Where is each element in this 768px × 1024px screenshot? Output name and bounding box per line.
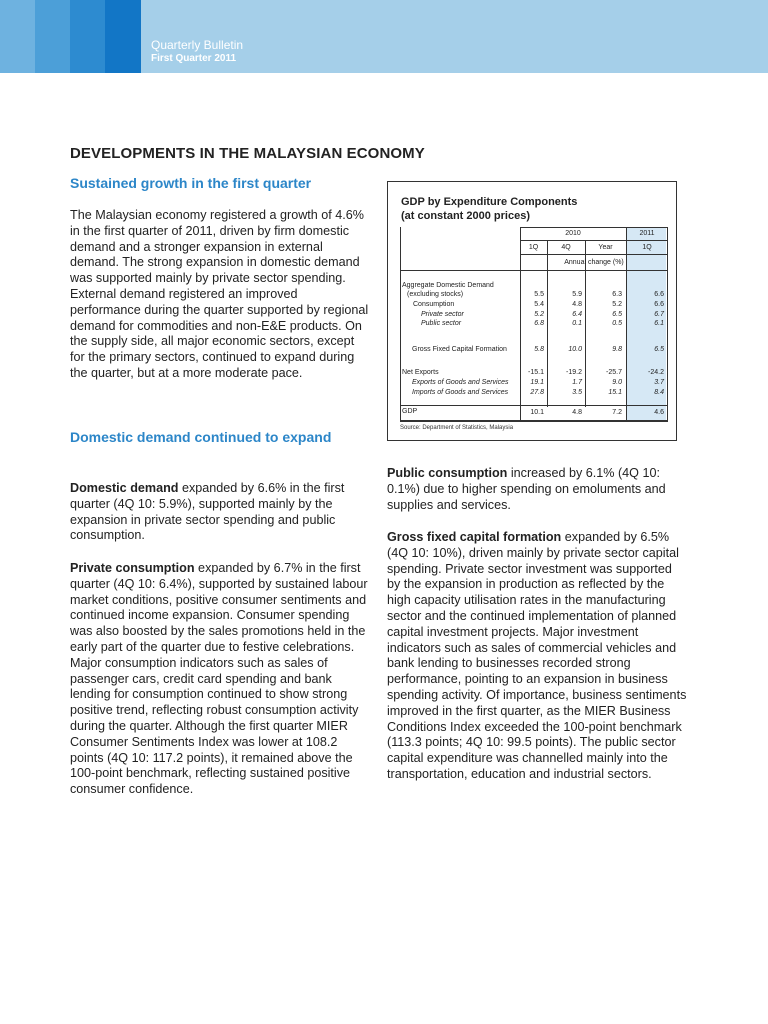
row-label: Imports of Goods and Services — [412, 389, 509, 396]
row-label: Consumption — [413, 301, 455, 308]
value-cell: 6.1 — [654, 320, 664, 327]
table-rule — [400, 420, 668, 422]
value-cell: -15.1 — [528, 369, 544, 376]
row-label: (excluding stocks) — [407, 291, 464, 298]
row-label: Gross Fixed Capital Formation — [412, 346, 507, 353]
value-cell: 6.6 — [654, 291, 664, 298]
value-cell: 3.5 — [572, 389, 582, 396]
value-cell: 4.8 — [572, 409, 582, 416]
section-heading-domestic-demand: Domestic demand continued to expand — [70, 429, 332, 445]
value-cell: 6.8 — [534, 320, 544, 327]
table-source: Source: Department of Statistics, Malaysia — [400, 425, 514, 431]
value-cell: 0.1 — [572, 320, 582, 327]
table-title-line1: GDP by Expenditure Components — [401, 196, 578, 208]
value-cell: 1.7 — [572, 379, 582, 386]
table-rule — [400, 270, 668, 271]
value-cell: 5.2 — [612, 301, 622, 308]
col-header: 1Q — [642, 244, 652, 251]
private-consumption-paragraph — [70, 561, 370, 798]
value-cell: 8.4 — [654, 389, 664, 396]
paragraph-text: expanded by 6.5% (4Q 10: 10%), driven mainly by private sector capital spending. Private sector investment was supported by the expansion in production as reflected by the high capacity utilisation rates in the manufacturing sector and the continued implementation of planned capital investment projects. Major investment indicators such as sales of commercial vehicles and bank lending to businesses recorded strong performance, pointing to an expansion in business spending activity. Of importance, business sentiments improved in the first quarter, as the MIER Business Conditions Index exceeded the 100-point benchmark (113.3 points; 4Q 10: 99.5 points). The public sector capital expenditure was channelled mainly into the transportation, education and industrial sectors. — [387, 530, 687, 781]
value-cell: -19.2 — [566, 369, 582, 376]
section-heading-growth: Sustained growth in the first quarter — [70, 175, 312, 191]
unit-label: Annual change (%) — [564, 259, 624, 266]
gdp-table-box — [387, 181, 677, 441]
value-cell: 6.6 — [654, 301, 664, 308]
table-rule — [400, 405, 668, 406]
bulletin-period: First Quarter 2011 — [151, 53, 237, 64]
value-cell: -25.7 — [606, 369, 622, 376]
value-cell: 4.6 — [654, 409, 664, 416]
term-domestic-demand: Domestic demand — [70, 481, 179, 495]
term-private-consumption: Private consumption — [70, 561, 195, 575]
page-title: DEVELOPMENTS IN THE MALAYSIAN ECONOMY — [70, 145, 425, 162]
gfcf-paragraph — [387, 530, 687, 783]
table-rule — [520, 254, 668, 255]
value-cell: 19.1 — [530, 379, 544, 386]
table-border — [667, 227, 668, 422]
value-cell: 4.8 — [572, 301, 582, 308]
row-label: Exports of Goods and Services — [412, 379, 509, 386]
table-border — [400, 227, 401, 422]
paragraph-text: increased by 6.1% (4Q 10: 0.1%) due to higher spending on emoluments and supplies and services. — [387, 466, 666, 512]
col-header: 4Q — [561, 244, 571, 251]
value-cell: 10.1 — [530, 409, 544, 416]
row-label: Aggregate Domestic Demand — [402, 282, 494, 289]
value-cell: 6.4 — [572, 311, 582, 318]
row-label: Private sector — [421, 311, 464, 318]
header-stripe — [105, 0, 141, 73]
term-public-consumption: Public consumption — [387, 466, 508, 480]
value-cell: 6.5 — [612, 311, 622, 318]
bulletin-title: Quarterly Bulletin — [151, 38, 244, 52]
row-label: GDP — [402, 408, 418, 415]
paragraph-text: expanded by 6.7% in the first quarter (4Q 10: 6.4%), supported by sustained labour market conditions, positive consumer sentiments and continued income expansion. Consumer spending was also boosted by the sales promotions held in the early part of the quarter due to festive celebrations. Major consumption indicators such as sales of passenger cars, credit card spending and bank lending for consumption continued to show strong positive trend, reflecting robust consumption activity during the quarter. Although the first quarter MIER Consumer Sentiments Index was lower at 108.2 points (4Q 10: 117.2 points), it remained above the 100-point benchmark, reflecting sustained positive consumer confidence. — [70, 561, 368, 797]
domestic-demand-paragraph — [70, 481, 370, 544]
value-cell: 6.5 — [654, 346, 664, 353]
value-cell: 9.0 — [612, 379, 622, 386]
header-band — [0, 0, 768, 73]
term-gfcf: Gross fixed capital formation — [387, 530, 562, 544]
value-cell: 6.3 — [612, 291, 622, 298]
value-cell: 10.0 — [568, 346, 582, 353]
value-cell: -24.2 — [648, 369, 664, 376]
header-stripe — [0, 0, 35, 73]
header-stripe — [70, 0, 105, 73]
value-cell: 15.1 — [608, 389, 622, 396]
year-header-2010: 2010 — [565, 230, 581, 237]
public-consumption-paragraph — [387, 466, 687, 513]
intro-paragraph — [70, 208, 370, 382]
table-rule — [626, 227, 627, 422]
row-label: Public sector — [421, 320, 462, 327]
value-cell: 5.4 — [534, 301, 544, 308]
table-rule — [520, 227, 668, 228]
value-cell: 6.7 — [654, 311, 664, 318]
table-title — [401, 195, 577, 223]
value-cell: 27.8 — [530, 389, 544, 396]
paragraph-text: expanded by 6.6% in the first quarter (4Q 10: 5.9%), supported mainly by the expansion in private sector spending and public consumption. — [70, 481, 345, 543]
row-label: Net Exports — [402, 369, 439, 376]
table-rule — [520, 227, 521, 422]
col-header: Year — [598, 244, 613, 251]
value-cell: 3.7 — [654, 379, 664, 386]
col-header: 1Q — [528, 244, 539, 251]
table-rule — [520, 240, 668, 241]
value-cell: 5.8 — [534, 346, 544, 353]
value-cell: 7.2 — [612, 409, 622, 416]
value-cell: 5.2 — [534, 311, 544, 318]
header-stripe — [35, 0, 70, 73]
value-cell: 9.8 — [612, 346, 622, 353]
year-header-2011: 2011 — [639, 230, 655, 237]
value-cell: 5.9 — [572, 291, 582, 298]
gdp-table — [400, 227, 668, 422]
value-cell: 0.5 — [612, 320, 622, 327]
paragraph-text: The Malaysian economy registered a growth of 4.6% in the first quarter of 2011, driven by firm domestic demand and a stronger expansion in external demand. The strong expansion in domestic demand was supported mainly by private sector spending. External demand registered an improved performance during the quarter supported by regional demand for commodities and non-E&E products. On the supply side, all major economic sectors, except for the primary sectors, continued to expand during the quarter, but at a more moderate pace. — [70, 208, 369, 380]
table-title-line2: (at constant 2000 prices) — [401, 210, 530, 222]
value-cell: 5.5 — [534, 291, 544, 298]
